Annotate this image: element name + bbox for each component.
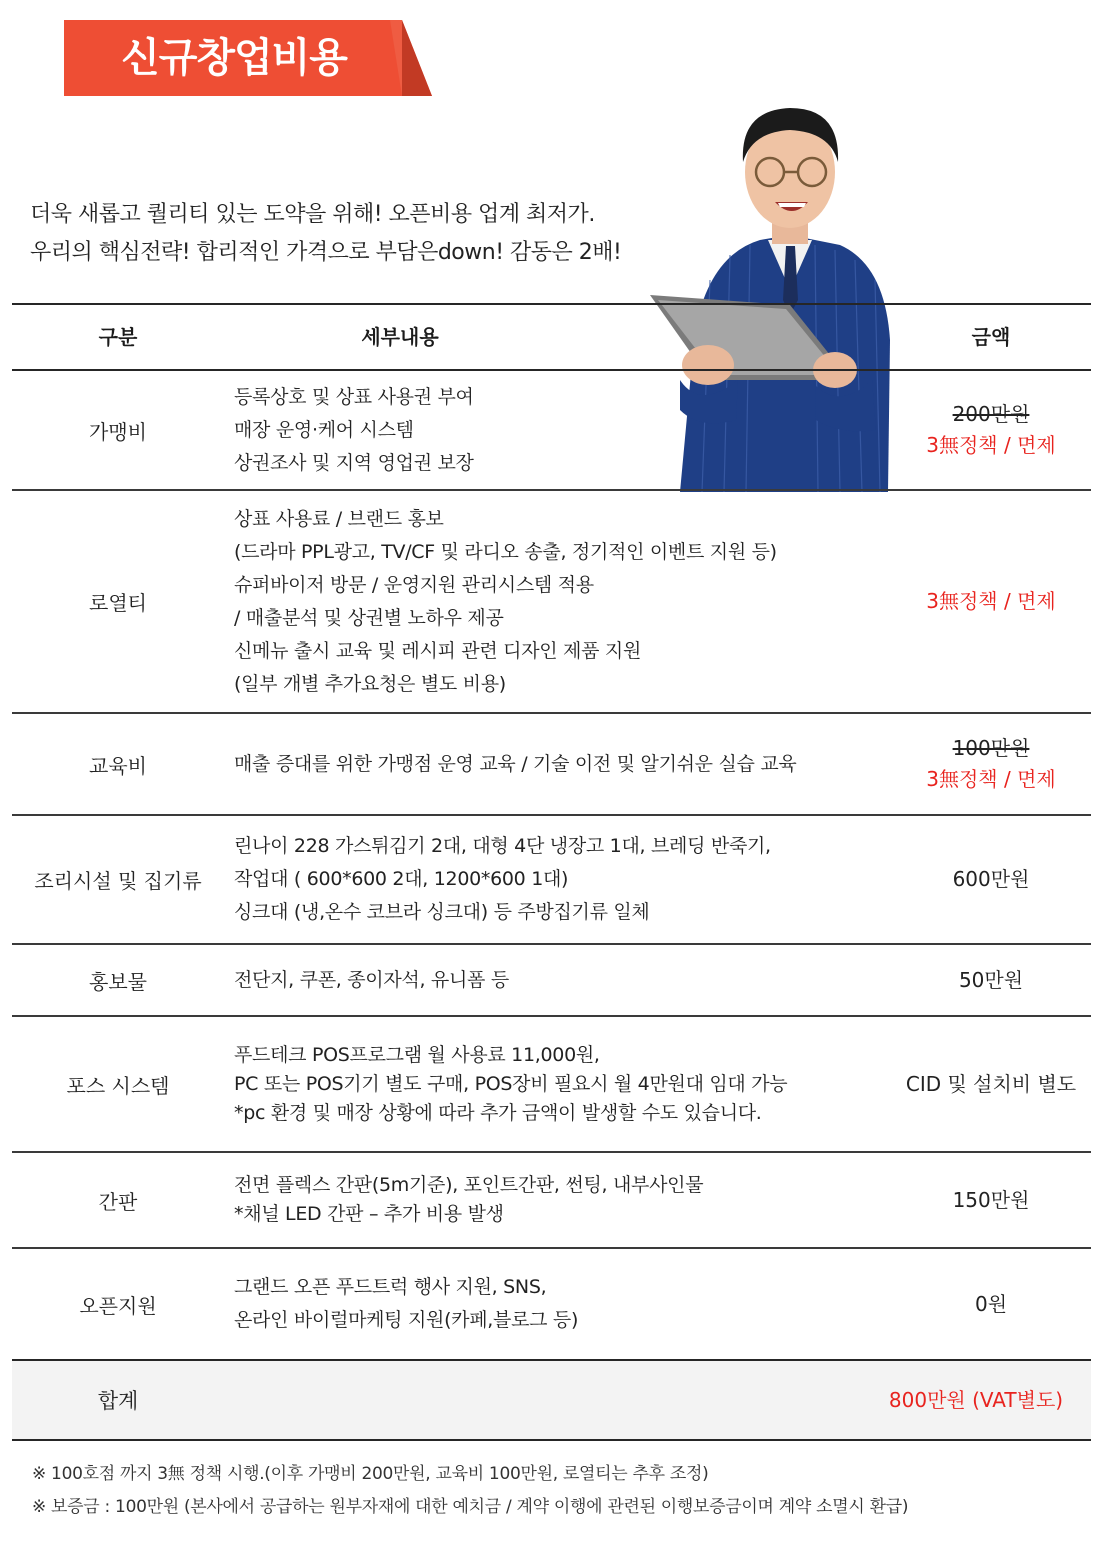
detail-line: PC 또는 POS기기 별도 구매, POS장비 필요시 월 4만원대 임대 가능 xyxy=(234,1072,788,1095)
price: 600만원 xyxy=(952,867,1030,891)
intro-line-1: 더욱 새롭고 퀄리티 있는 도약을 위해! 오픈비용 업계 최저가. xyxy=(30,202,595,227)
detail-line: 슈퍼바이저 방문 / 운영지원 관리시스템 적용 xyxy=(234,573,594,596)
row-amount xyxy=(891,1017,1091,1151)
price: 50만원 xyxy=(958,967,1024,992)
row-category: 포스 시스템 xyxy=(66,1073,170,1098)
detail-line: *pc 환경 및 매장 상황에 따라 추가 금액이 발생할 수도 있습니다. xyxy=(234,1101,762,1124)
footnote: ※ 100호점 까지 3無 정책 시행.(이후 가맹비 200만원, 교육비 100만원, 로열티는 추후 조정) xyxy=(32,1464,709,1484)
detail-line: 작업대 ( 600*600 2대, 1200*600 1대) xyxy=(234,868,569,890)
title-banner xyxy=(64,20,432,96)
original-price: 200만원 xyxy=(952,402,1030,426)
detail-line: 린나이 228 가스튀김기 2대, 대형 4단 냉장고 1대, 브레딩 반죽기, xyxy=(234,835,771,857)
total-row xyxy=(12,1361,1091,1439)
row-detail xyxy=(234,714,796,814)
price: 150만원 xyxy=(952,1187,1030,1212)
waived-label: 3無정책 / 면제 xyxy=(926,589,1056,613)
row-detail xyxy=(234,1249,578,1359)
detail-line: 싱크대 (냉,온수 코브라 싱크대) 등 주방집기류 일체 xyxy=(234,901,650,923)
row-amount xyxy=(891,945,1091,1015)
header-category: 구분 xyxy=(98,325,138,349)
price: 0원 xyxy=(974,1291,1008,1316)
row-amount xyxy=(891,371,1091,489)
row-amount xyxy=(891,816,1091,943)
total-label: 합계 xyxy=(97,1389,139,1413)
price: CID 및 설치비 별도 xyxy=(905,1071,1077,1096)
original-price: 100만원 xyxy=(952,736,1030,760)
row-category: 간판 xyxy=(98,1189,138,1214)
total-amount: 800만원 (VAT별도) xyxy=(888,1387,1064,1412)
row-category: 오픈지원 xyxy=(79,1293,157,1318)
total-amount-cell xyxy=(861,1361,1091,1439)
waived-label: 3無정책 / 면제 xyxy=(926,767,1056,791)
detail-line: / 매출분석 및 상권별 노하우 제공 xyxy=(234,606,504,629)
table-bottom-rule xyxy=(12,1439,1091,1441)
row-detail xyxy=(234,371,474,489)
table-row xyxy=(12,491,1091,712)
detail-line: (일부 개별 추가요청은 별도 비용) xyxy=(234,672,506,695)
table-row xyxy=(12,1249,1091,1359)
detail-line: *채널 LED 간판 – 추가 비용 발생 xyxy=(234,1203,504,1225)
row-detail xyxy=(234,945,509,1015)
table-row xyxy=(12,1017,1091,1151)
row-amount xyxy=(891,1153,1091,1247)
detail-line: 신메뉴 출시 교육 및 레시피 관련 디자인 제품 지원 xyxy=(234,639,641,662)
row-category: 홍보물 xyxy=(89,969,147,994)
detail-line: 온라인 바이럴마케팅 지원(카페,블로그 등) xyxy=(234,1309,579,1331)
detail-line: 전단지, 쿠폰, 종이자석, 유니폼 등 xyxy=(234,968,509,991)
detail-line: 상권조사 및 지역 영업권 보장 xyxy=(234,451,474,474)
row-detail xyxy=(234,816,771,943)
table-row xyxy=(12,816,1091,943)
row-category: 로열티 xyxy=(89,591,147,615)
detail-line: 등록상호 및 상표 사용권 부여 xyxy=(234,385,474,408)
row-amount xyxy=(891,1249,1091,1359)
row-detail xyxy=(234,491,777,712)
waived-label: 3無정책 / 면제 xyxy=(926,433,1056,457)
detail-line: 매출 증대를 위한 가맹점 운영 교육 / 기술 이전 및 알기쉬운 실습 교육 xyxy=(234,752,797,775)
row-amount xyxy=(891,491,1091,712)
row-amount xyxy=(891,714,1091,814)
page-title: 신규창업비용 xyxy=(121,35,347,81)
detail-line: 그랜드 오픈 푸드트럭 행사 지원, SNS, xyxy=(234,1276,547,1298)
footnotes xyxy=(32,1458,908,1524)
header-amount: 금액 xyxy=(971,325,1011,349)
detail-line: 매장 운영·케어 시스템 xyxy=(234,418,414,441)
row-category: 교육비 xyxy=(89,753,147,778)
detail-line: 전면 플렉스 간판(5m기준), 포인트간판, 썬팅, 내부사인물 xyxy=(234,1174,704,1196)
row-detail xyxy=(234,1153,703,1247)
intro-text xyxy=(30,196,621,272)
intro-line-2: 우리의 핵심전략! 합리적인 가격으로 부담은down! 감동은 2배! xyxy=(30,240,622,265)
table-row xyxy=(12,1153,1091,1247)
table-row xyxy=(12,371,1091,489)
table-row xyxy=(12,714,1091,814)
row-category: 가맹비 xyxy=(89,419,147,444)
detail-line: (드라마 PPL광고, TV/CF 및 라디오 송출, 정기적인 이벤트 지원 등) xyxy=(234,540,777,563)
header-detail: 세부내용 xyxy=(361,325,439,349)
row-detail xyxy=(234,1017,787,1151)
detail-line: 푸드테크 POS프로그램 월 사용료 11,000원, xyxy=(234,1043,600,1066)
row-category: 조리시설 및 집기류 xyxy=(34,869,202,893)
table-row xyxy=(12,945,1091,1015)
detail-line: 상표 사용료 / 브랜드 홍보 xyxy=(234,507,444,530)
footnote: ※ 보증금 : 100만원 (본사에서 공급하는 원부자재에 대한 예치금 / 계약 이행에 관련된 이행보증금이며 계약 소멸시 환급) xyxy=(32,1497,909,1517)
